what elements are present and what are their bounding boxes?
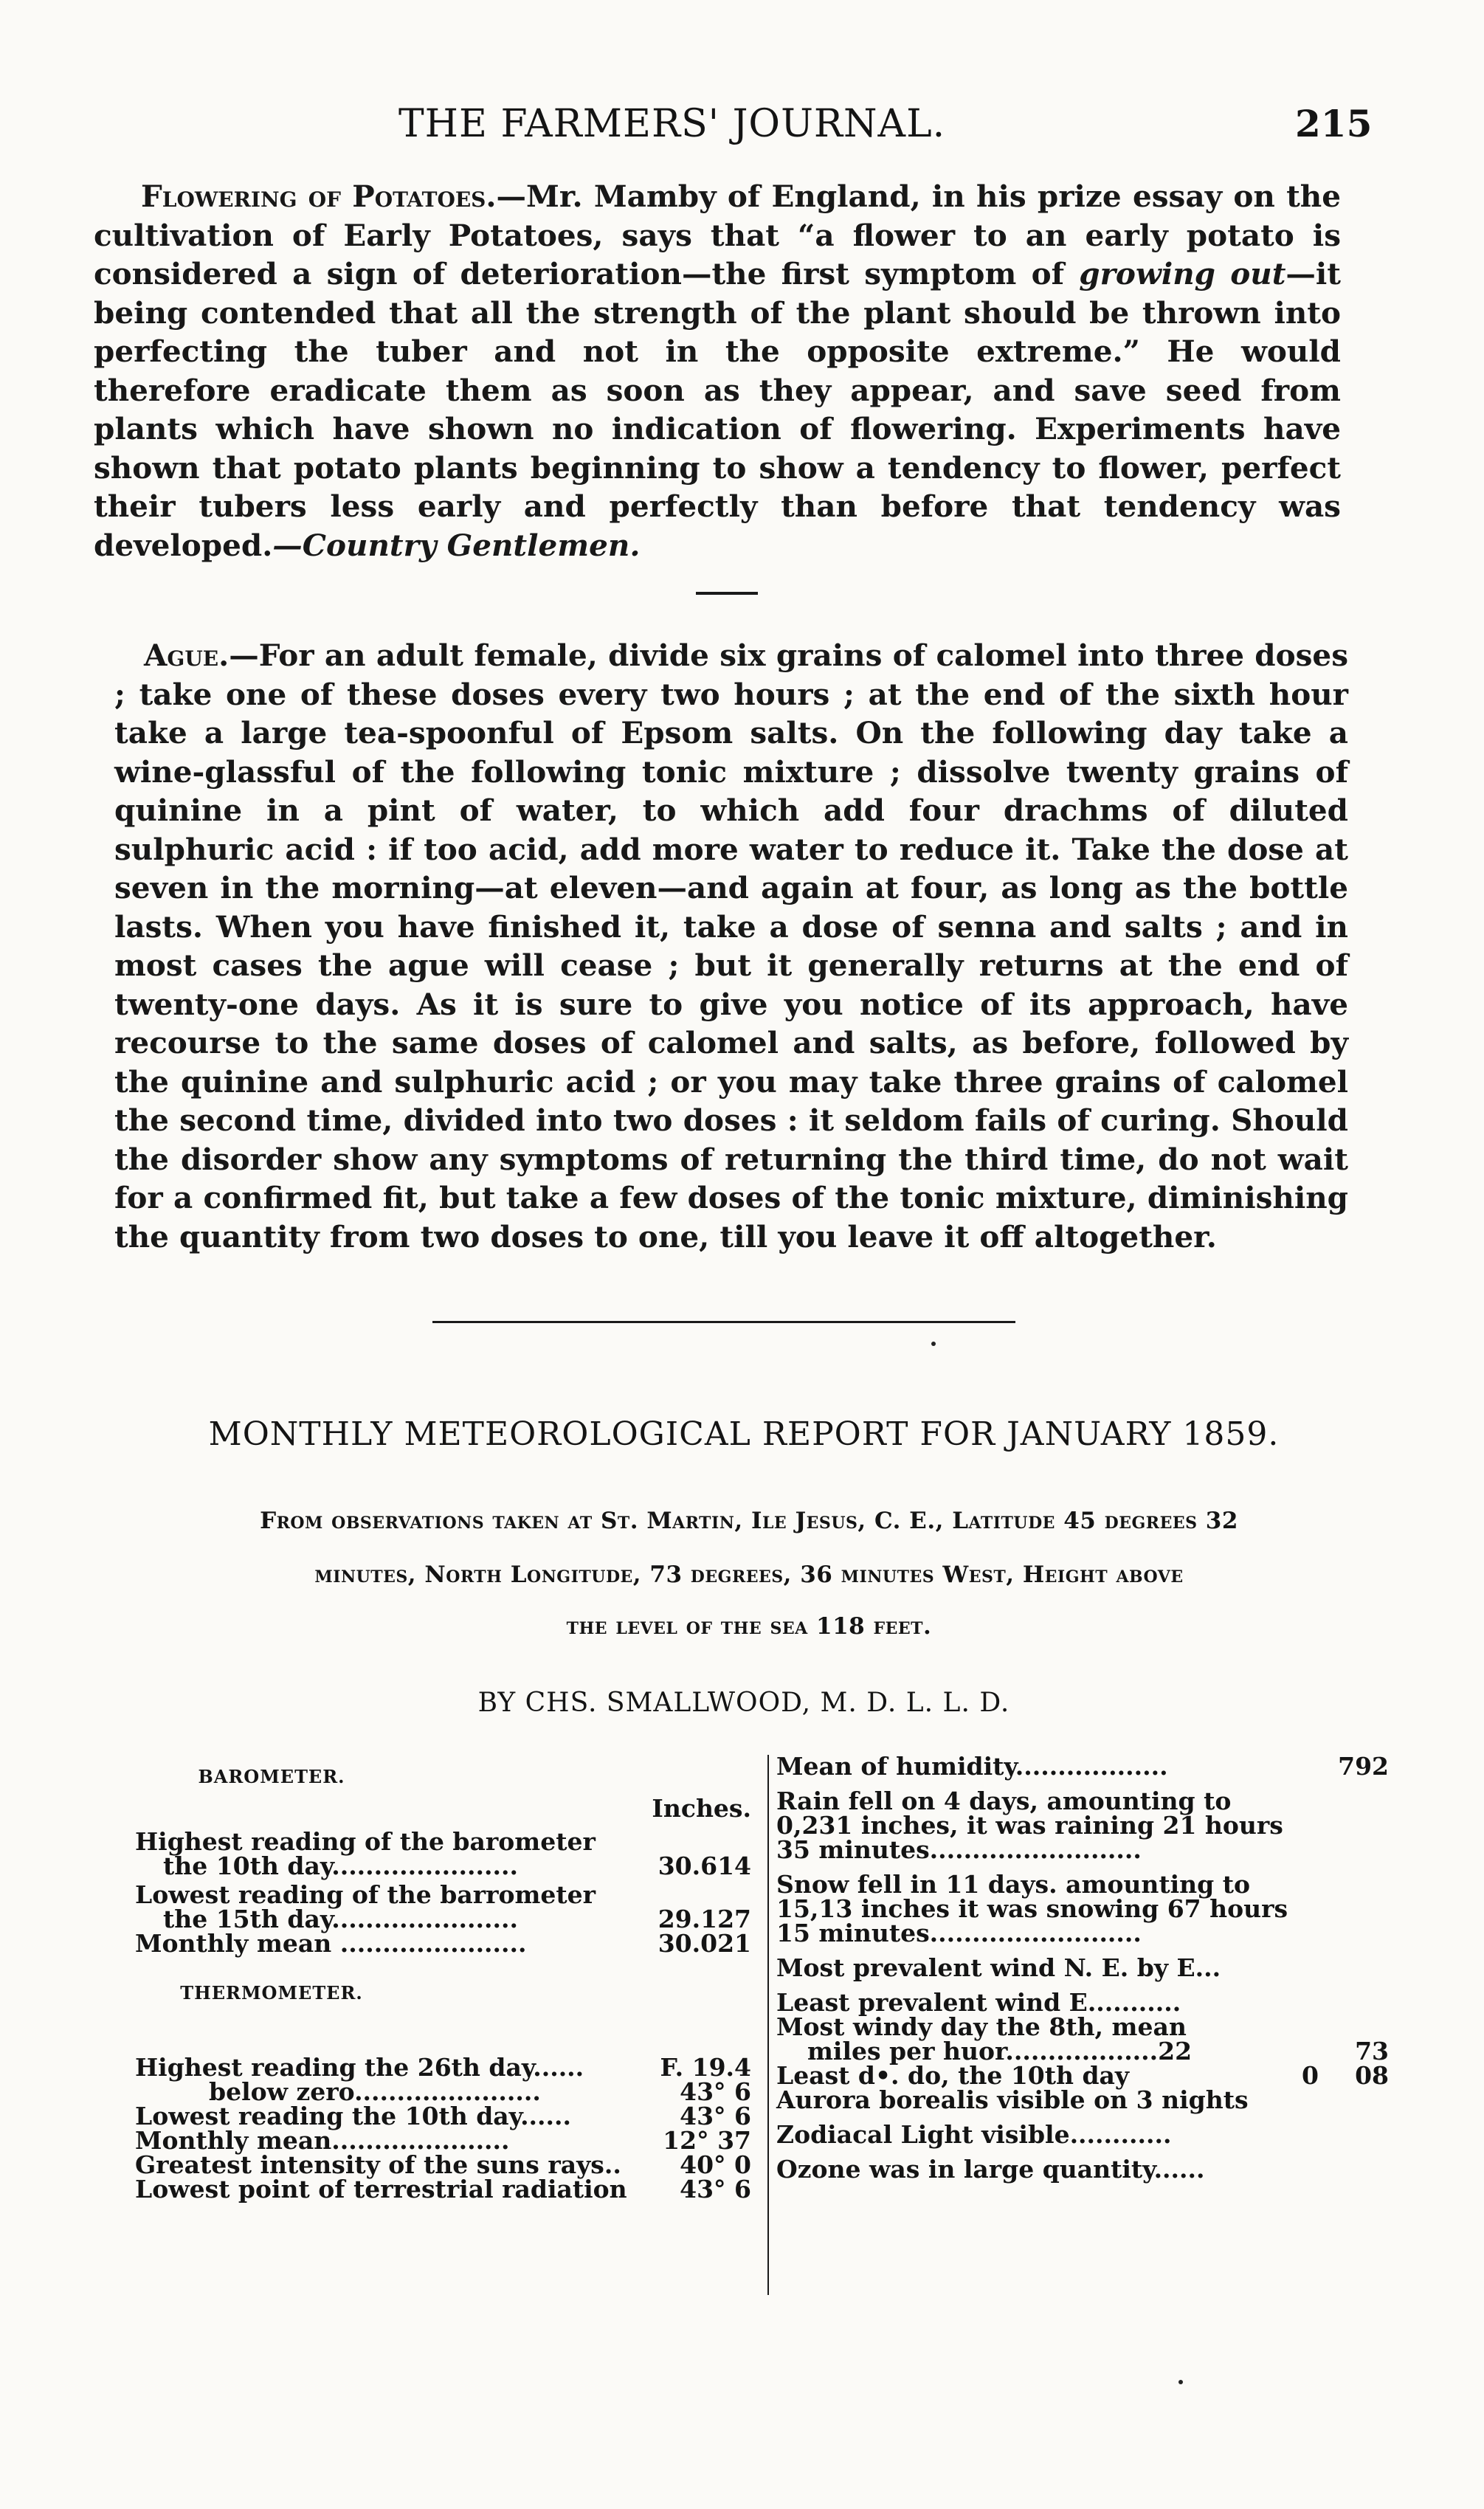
thermometer-row xyxy=(135,2177,751,2201)
ozone-row: Ozone was in large quantity...... xyxy=(776,2155,1205,2184)
report-author: BY CHS. SMALLWOOD, M. D. L. L. D. xyxy=(477,1688,1010,1718)
least-windy-row xyxy=(776,2063,1389,2088)
barometer-highest-value: 30.614 xyxy=(658,1851,751,1880)
zodiacal-row: Zodiacal Light visible............ xyxy=(776,2120,1172,2149)
section-divider-long xyxy=(432,1321,1015,1323)
thermometer-row-label: Highest reading the 26th day...... xyxy=(135,2053,584,2082)
snow-line3: 15 minutes......................... xyxy=(776,1919,1142,1947)
thermometer-row xyxy=(135,2128,751,2153)
most-prevalent-wind: Most prevalent wind N. E. by E... xyxy=(776,1953,1221,1982)
potatoes-paragraph xyxy=(94,177,1341,565)
column-divider xyxy=(767,1755,769,2295)
thermometer-heading: THERMOMETER. xyxy=(180,1982,363,2004)
thermometer-row-label: below zero...................... xyxy=(209,2077,541,2106)
rain-block xyxy=(776,1789,1389,1862)
print-speck xyxy=(1178,2380,1183,2384)
humidity-value: 792 xyxy=(1338,1752,1389,1781)
thermometer-row-value: 12° 37 xyxy=(663,2126,751,2155)
barometer-heading: BAROMETER. xyxy=(198,1766,345,1787)
windy-day-label: miles per huor..................22 xyxy=(807,2037,1193,2065)
barometer-highest-label: Highest reading of the barometer xyxy=(135,1827,596,1856)
thermometer-row-value: F. 19.4 xyxy=(660,2053,751,2082)
thermometer-row-value: 43° 6 xyxy=(680,2077,751,2106)
windy-day-line1: Most windy day the 8th, mean xyxy=(776,2012,1187,2041)
report-subtitle-line1: From observations taken at St. Martin, Ile Jesus, C. E., Latitude 45 degrees 32 xyxy=(260,1508,1238,1534)
thermometer-row xyxy=(135,2055,751,2080)
thermometer-row-value: 43° 6 xyxy=(680,2175,751,2203)
ague-paragraph xyxy=(114,636,1348,1256)
humidity-label: Mean of humidity.................. xyxy=(776,1752,1168,1781)
rain-line2: 0,231 inches, it was raining 21 hours xyxy=(776,1811,1283,1840)
barometer-lowest-label-cont: the 15th day...................... xyxy=(163,1905,518,1933)
least-prevalent-wind: Least prevalent wind E........... xyxy=(776,1988,1181,2017)
thermometer-row-value: 40° 0 xyxy=(680,2150,751,2179)
report-title: MONTHLY METEOROLOGICAL REPORT FOR JANUARY 1859. xyxy=(208,1415,1280,1453)
snow-line1: Snow fell in 11 days. amounting to xyxy=(776,1870,1250,1899)
potatoes-text-b: —it being contended that all the strength of the plant should be thrown into perfecting the tuber and not in the opposite extreme.” He would therefore eradicate them as soon as they appear, and save seed from plants which have shown no indication of flowering. Experiments have shown that potato plants beginning to show a tendency to flower, perfect their tubers less early and perfectly than before that tendency was developed. xyxy=(94,256,1341,563)
barometer-mean-row xyxy=(135,1931,751,1956)
left-column xyxy=(135,1766,751,2201)
thermometer-row-value: 43° 6 xyxy=(680,2102,751,2130)
right-column xyxy=(776,1752,1389,2184)
barometer-unit: Inches. xyxy=(652,1794,751,1823)
barometer-lowest-value: 29.127 xyxy=(658,1905,751,1933)
thermometer-row-label: Greatest intensity of the suns rays.. xyxy=(135,2150,621,2179)
barometer-mean-value: 30.021 xyxy=(658,1929,751,1958)
ague-text: —For an adult female, divide six grains of calomel into three doses ; take one of these doses every two hours ; at the end of the sixth hour take a large tea-spoonful of Epsom salts. On the following day take a wine-glassful of the following tonic mixture ; dissolve twenty grains of quinine in a pint of water, to which add four drachms of diluted sulphuric acid : if too acid, add more water to reduce it. Take the dose at seven in the morning—at eleven—and again at four, as long as the bottle lasts. When you have finished it, take a dose of senna and salts ; and in most cases the ague will cease ; but it generally returns at the end of twenty-one days. As it is sure to give you notice of its approach, have recourse to the same doses of calomel and salts, as before, followed by the quinine and sulphuric acid ; or you may take three grains of calomel the second time, divided into two doses : it seldom fails of curing. Should the disorder show any symptoms of returning the third time, do not wait for a confirmed fit, but take a few doses of the tonic mixture, diminishing the quantity from two doses to one, till you leave it off altogether. xyxy=(114,638,1348,1254)
barometer-mean-label: Monthly mean ...................... xyxy=(135,1929,527,1958)
least-windy-label: Least d•. do, the 10th day xyxy=(776,2061,1130,2090)
thermometer-row xyxy=(135,2104,751,2128)
thermometer-row-label: Lowest reading the 10th day...... xyxy=(135,2102,572,2130)
rain-line3: 35 minutes......................... xyxy=(776,1835,1142,1864)
section-divider-short xyxy=(696,592,758,595)
page-number: 215 xyxy=(1295,102,1373,145)
report-subtitle-line3: the level of the sea 118 feet. xyxy=(566,1613,932,1640)
least-windy-value1: 0 xyxy=(1302,2061,1319,2090)
humidity-row xyxy=(776,1752,1389,1781)
windy-day-line2 xyxy=(776,2039,1389,2063)
potatoes-lead: Flowering of Potatoes. xyxy=(141,179,497,214)
snow-line2: 15,13 inches it was snowing 67 hours xyxy=(776,1894,1288,1923)
aurora-row: Aurora borealis visible on 3 nights xyxy=(776,2085,1249,2114)
rain-line1: Rain fell on 4 days, amounting to xyxy=(776,1787,1232,1815)
running-head: THE FARMERS' JOURNAL. xyxy=(398,102,946,146)
barometer-lowest-row2 xyxy=(135,1907,751,1931)
windy-day-value: 73 xyxy=(1355,2037,1389,2065)
snow-block xyxy=(776,1872,1389,1945)
potatoes-text-a: —Mr. Mamby of England, in his prize essay on the cultivation of Early Potatoes, says that “a flower to an early potato is considered a sign of deterioration—the first symptom of xyxy=(94,179,1341,291)
thermometer-rows xyxy=(135,2055,751,2201)
barometer-lowest-row1 xyxy=(135,1882,751,1907)
print-speck xyxy=(931,1342,936,1346)
thermometer-row xyxy=(135,2150,751,2179)
thermometer-row-label: Monthly mean..................... xyxy=(135,2126,510,2155)
thermometer-row-label: Lowest point of terrestrial radiation xyxy=(135,2175,627,2203)
barometer-highest-row1 xyxy=(135,1829,751,1854)
potatoes-italic: growing out xyxy=(1079,256,1286,291)
least-windy-value2: 08 xyxy=(1355,2061,1389,2090)
barometer-highest-label-cont: the 10th day...................... xyxy=(163,1851,518,1880)
barometer-unit-row xyxy=(135,1796,751,1821)
barometer-highest-row2 xyxy=(135,1851,751,1880)
report-subtitle-line2: minutes, North Longitude, 73 degrees, 36 minutes West, Height above xyxy=(314,1561,1184,1588)
potatoes-source: —Country Gentlemen. xyxy=(272,527,641,563)
barometer-lowest-label: Lowest reading of the barrometer xyxy=(135,1880,596,1909)
thermometer-row xyxy=(135,2077,751,2106)
ague-lead: Ague. xyxy=(144,638,229,673)
